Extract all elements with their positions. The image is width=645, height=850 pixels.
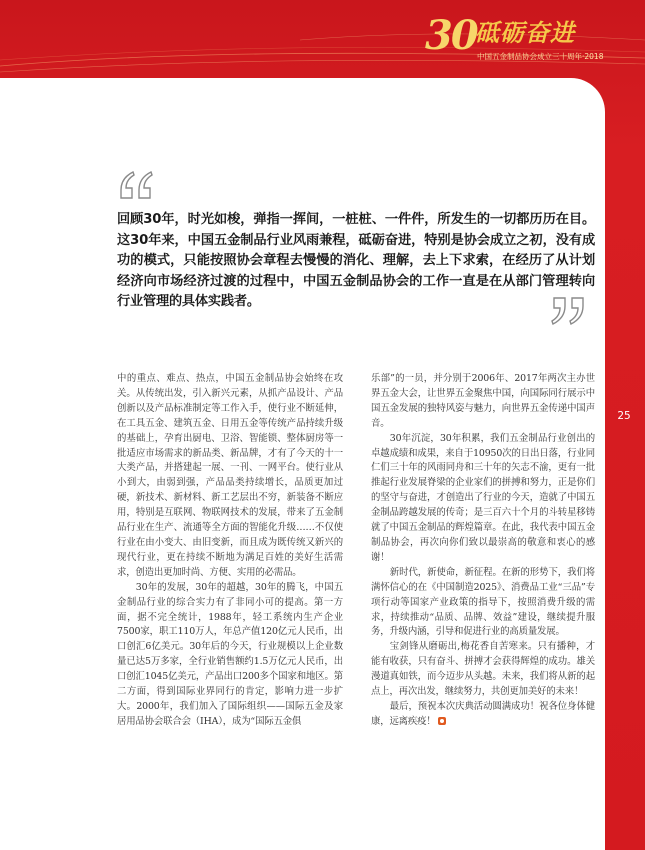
right-text-column xyxy=(371,372,595,730)
close-quote-icon xyxy=(549,296,587,326)
quote-text: 回顾30年，时光如梭，弹指一挥间，一桩桩、一件件，所发生的一切都历历在目。这30年来，中国五金制品行业风雨兼程，砥砺奋进，特别是协会成立之初，没有成功的模式，只能按照协会章程去慢慢的消化、理解，去上下求索，在经历了从计划经济向市场经济过渡的过程中，中国五金制品协会的工作一直是在从部门管理转向行业管理的具体实践者。 xyxy=(117,212,595,309)
logo-number: 30 xyxy=(425,12,477,59)
anniversary-logo xyxy=(425,14,625,74)
closing-text: 最后，预祝本次庆典活动圆满成功！祝各位身体健康，远离疾疫！ xyxy=(371,700,595,727)
body-paragraph: 30年的发展，30年的超越，30年的腾飞，中国五金制品行业的综合实力有了非同小可的提高。第一方面，据不完全统计，1988年，轻工系统内生产企业7500家，职工110万人，年总产值120亿元人民币，出口创汇6亿美元。30年后的今天，行业规模以上企业数量已达5万多家，全行业销售额约1.5万亿元人民币，出口创汇1045亿美元，产品出口200多个国家和地区。第二方面，得到国际业界同行的肯定，影响力进一步扩大。2000年，我们加入了国际组织——国际五金及家居用品协会联合会（IHA），成为“国际五金俱 xyxy=(117,581,343,727)
open-quote-icon xyxy=(117,170,155,200)
body-paragraph: 宝剑锋从磨砺出,梅花香自苦寒来。只有播种，才能有收获，只有奋斗、拼搏才会获得辉煌的成功。雄关漫道真如铁，而今迈步从头越。未来，我们将从新的起点上，再次出发，继续努力，共创更加美好的未来！ xyxy=(371,641,595,698)
logo-title: 砥砺奋进 xyxy=(475,18,575,47)
pull-quote xyxy=(117,170,595,340)
closing-paragraph xyxy=(371,700,595,730)
body-paragraph: 新时代，新使命，新征程。在新的形势下，我们将满怀信心的在《中国制造2025》、消费品工业“三品”专项行动等国家产业政策的指导下，按照消费升级的需求，持续推动“品质、品牌、效益”建设，继续提升服务，升级内涵，引导和促进行业的高质量发展。 xyxy=(371,566,595,638)
left-text-column xyxy=(117,372,343,730)
end-mark-icon xyxy=(438,717,446,725)
body-paragraph: 乐部”的一员，并分别于2006年、2017年两次主办世界五金大会，让世界五金聚焦中国，向国际同行展示中国五金发展的独特风姿与魅力，向世界五金传递中国声音。 xyxy=(371,373,595,429)
body-paragraph: 30年沉淀，30年积累，我们五金制品行业创出的卓越成绩和成果，来自于10950次的日出日落，行业同仁们三十年的风雨同舟和三十年的矢志不渝，更有一批推起行业发展脊梁的企业家们的拼搏和努力，正是你们的坚守与奋进，才创造出了行业的今天，造就了中国五金制品跨越发展的传奇；是三百六十个月的斗转星移铸就了中国五金制品的辉煌篇章。在此，我代表中国五金制品协会，再次向你们致以最崇高的敬意和衷心的感谢！ xyxy=(371,432,595,563)
page-number: 25 xyxy=(617,410,631,422)
logo-subtitle: 中国五金制品协会成立三十周年·2018 xyxy=(477,52,604,61)
body-paragraph: 中的重点、难点、热点，中国五金制品协会始终在攻关。从传统出发，引入新兴元素，从抓产品设计、产品创新以及产品标准制定等工作入手，使行业不断延伸，在工具五金、建筑五金、日用五金等传统产品持续升级的基础上，孕育出厨电、卫浴、智能锁、整体厨房等一批适应市场需求的新品类、新品牌，才有了今天的十一大类产品，并搭建起一展、一刊、一网平台。使行业从小到大，由弱到强，产品品类持续增长，品质更加过硬，新技术、新材料、新工艺层出不穷，新装备不断应用，特别是互联网、物联网技术的发展，带来了五金制品行业在生产、流通等全方面的智能化升级……不仅使行业在由小变大、由旧变新，而且成为既传统又新兴的现代行业，更在持续不断地为满足百姓的美好生活需求，创造出更加时尚、方便、实用的必需品。 xyxy=(117,373,343,578)
